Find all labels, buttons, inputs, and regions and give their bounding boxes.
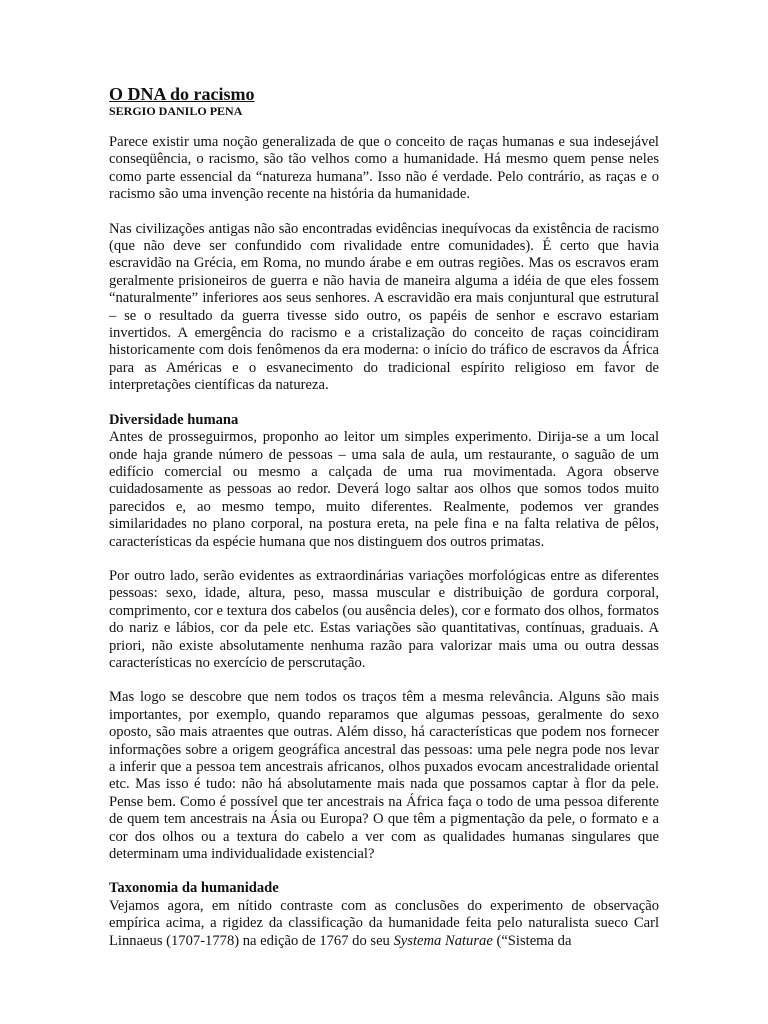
article-title: O DNA do racismo [109,84,255,104]
paragraph-linnaeus-end: (“Sistema da [492,932,572,949]
paragraph-ancient-civilizations: Nas civilizações antigas não são encontradas evidências inequívocas da existência de racismo (que não deve ser confundido com rivalidade entre comunidades). É certo que havia escravidão na Grécia, em Roma, no mundo árabe e em outras regiões. Mas os escravos eram geralmente prisioneiros de guerra e não havia de maneira alguma a idéia de que eles fossem “naturalmente” inferiores aos seus senhores. A escravidão era mais conjuntural que estrutural – se o resultado da guerra tivesse sido outro, os papéis de senhor e escravo estariam invertidos. A emergência do racismo e a cristalização do conceito de raças coincidiram historicamente com dois fenômenos da era moderna: o início do tráfico de escravos da África para as Américas e o esvanecimento do tradicional espírito religioso em favor de interpretações científicas da natureza. [109,220,659,394]
paragraph-linnaeus [109,898,659,950]
section-heading-diversity: Diversidade humana [109,411,239,428]
paragraph-relevance: Mas logo se descobre que nem todos os traços têm a mesma relevância. Alguns são mais importantes, por exemplo, quando reparamos que algumas pessoas, geralmente do sexo oposto, são mais atraentes que outras. Além disso, há características que podem nos fornecer informações sobre a origem geográfica ancestral das pessoas: uma pele negra pode nos levar a inferir que a pessoa tem ancestrais africanos, olhos puxados evocam ancestralidade oriental etc. Mas isso é tudo: não há absolutamente mais nada que possamos captar à flor da pele. Pense bem. Como é possível que ter ancestrais na África faça o todo de uma pessoa diferente de quem tem ancestrais na Ásia ou Europa? O que têm a pigmentação da pele, o formato e a cor dos olhos ou a textura do cabelo a ver com as qualidades humanas singulares que determinam uma individualidade existencial? [109,689,659,863]
document-page [109,84,659,967]
paragraph-experiment: Antes de prosseguirmos, proponho ao leitor um simples experimento. Dirija-se a um local onde haja grande número de pessoas – uma sala de aula, um restaurante, o saguão de um edifício comercial ou mesmo a calçada de uma rua movimentada. Agora observe cuidadosamente as pessoas ao redor. Deverá logo saltar aos olhos que somos todos muito parecidos e, ao mesmo tempo, muito diferentes. Realmente, podemos ver grandes similaridades no plano corporal, na postura ereta, na pele fina e na falta relativa de pêlos, características da espécie humana que nos distinguem dos outros primatas. [109,429,659,550]
paragraph-linnaeus-start: Vejamos agora, em nítido contraste com as conclusões do experimento de observação empírica acima, a rigidez da classificação da humanidade feita pelo naturalista sueco Carl Linnaeus (1707-1778) na edição de 1767 do seu [109,897,659,949]
paragraph-intro: Parece existir uma noção generalizada de que o conceito de raças humanas e sua indesejável conseqüência, o racismo, são tão velhos como a humanidade. Há mesmo quem pense neles como parte essencial da “natureza humana”. Isso não é verdade. Pelo contrário, as raças e o racismo são uma invenção recente na história da humanidade. [109,134,659,203]
book-title-systema-naturae: Systema Naturae [393,932,493,949]
article-author: SERGIO DANILO PENA [109,104,243,118]
section-heading-taxonomy: Taxonomia da humanidade [109,880,279,897]
paragraph-variations: Por outro lado, serão evidentes as extraordinárias variações morfológicas entre as diferentes pessoas: sexo, idade, altura, peso, massa muscular e distribuição de gordura corporal, comprimento, cor e textura dos cabelos (ou ausência deles), cor e formato dos olhos, formatos do nariz e lábios, cor da pele etc. Estas variações são quantitativas, contínuas, graduais. A priori, não existe absolutamente nenhuma razão para valorizar mais uma ou outra dessas características no exercício de perscrutação. [109,567,659,671]
